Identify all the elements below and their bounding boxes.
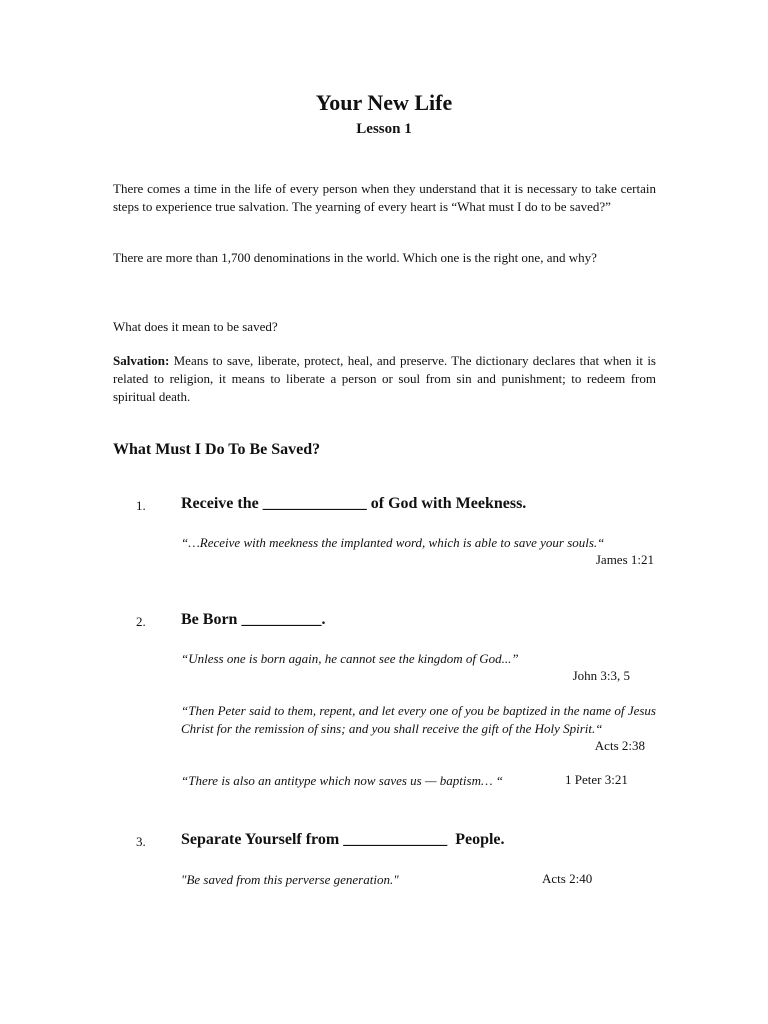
- intro-paragraph: There comes a time in the life of every person when they understand that it is necessary to take certain steps to experience true salvation. The yearning of every heart is “What must I do to be saved?”: [113, 181, 656, 214]
- scripture-reference: Acts 2:38: [594, 738, 645, 753]
- scripture-quote: “Unless one is born again, he cannot see the kingdom of God...”: [181, 651, 519, 666]
- scripture-quote: “Then Peter said to them, repent, and let every one of you be baptized in the name of Jesus Christ for the remission of sins; and you shall receive the gift of the Holy Spirit.“: [181, 703, 656, 736]
- scripture-reference: Acts 2:40: [542, 871, 593, 886]
- scripture-reference: John 3:3, 5: [572, 668, 630, 683]
- scripture-quote: “There is also an antitype which now saves us — baptism… “: [181, 773, 504, 788]
- salvation-paragraph: [113, 352, 656, 406]
- page-title: Your New Life: [315, 90, 453, 115]
- salvation-term: Salvation:: [113, 353, 170, 368]
- point-heading: Be Born __________.: [181, 611, 326, 628]
- salvation-definition: Means to save, liberate, protect, heal, and preserve. The dictionary declares that when it is related to religion, it means to liberate a person or soul from sin and punishment; to redeem from spiritual death.: [113, 353, 656, 404]
- scripture-quote: "Be saved from this perverse generation.": [181, 872, 399, 887]
- point-number: 1.: [136, 498, 146, 513]
- scripture-quote: “…Receive with meekness the implanted word, which is able to save your souls.“: [181, 535, 605, 550]
- scripture-reference: James 1:21: [595, 552, 654, 567]
- point-number: 3.: [136, 834, 146, 849]
- denominations-paragraph: There are more than 1,700 denominations in the world. Which one is the right one, and why?: [113, 250, 597, 265]
- question-paragraph: What does it mean to be saved?: [113, 319, 278, 334]
- point-heading: Separate Yourself from _____________ People.: [181, 831, 505, 848]
- lesson-subtitle: Lesson 1: [356, 121, 412, 137]
- scripture-reference: 1 Peter 3:21: [565, 772, 628, 787]
- section-heading: What Must I Do To Be Saved?: [113, 441, 321, 458]
- point-heading: Receive the _____________ of God with Meekness.: [181, 495, 527, 512]
- point-number: 2.: [136, 614, 146, 629]
